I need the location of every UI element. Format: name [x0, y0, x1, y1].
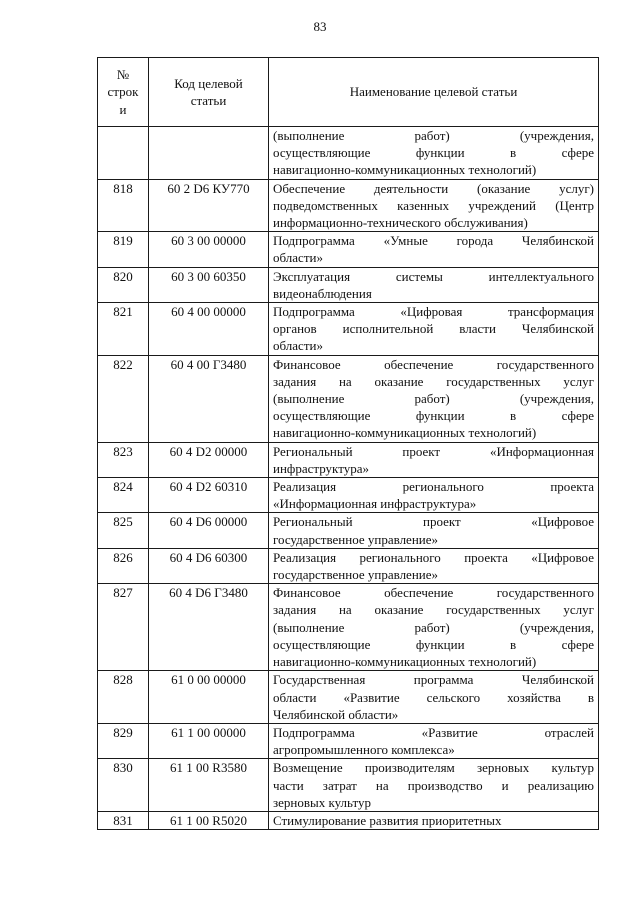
target-name-line: Государственная программа Челябинской — [273, 672, 594, 688]
target-code-cell: 61 1 00 R3580 — [149, 759, 269, 812]
target-name-line: подведомственных казенных учреждений (Центр — [273, 197, 594, 213]
target-name-cell — [269, 671, 599, 724]
table-row — [98, 548, 599, 583]
target-name-cell — [269, 232, 599, 267]
table-row — [98, 759, 599, 812]
page-number: 83 — [313, 19, 327, 34]
header-row-number-line-1: № — [116, 67, 130, 83]
target-name-cell — [269, 478, 599, 513]
table-row — [98, 584, 599, 671]
table-row — [98, 442, 599, 477]
row-number-cell: 822 — [98, 355, 149, 442]
target-name-line: агропромышленного комплекса» — [273, 742, 455, 758]
target-name-line: задания на оказание государственных услуг — [273, 602, 594, 618]
target-name-line: Подпрограмма «Цифровая трансформация — [273, 304, 594, 320]
target-name-line: области «Развитие сельского хозяйства в — [273, 689, 594, 705]
row-number-cell: 831 — [98, 811, 149, 829]
target-name-cell — [269, 303, 599, 356]
target-name-line: осуществляющие функции в сфере — [273, 636, 594, 652]
header-target-code-line-1: Код целевой — [174, 75, 243, 91]
target-name-line: (выполнение работ) (учреждения, — [273, 619, 594, 635]
target-name-cell — [269, 548, 599, 583]
target-code-cell: 60 4 D2 60310 — [149, 478, 269, 513]
target-code-cell: 60 3 00 00000 — [149, 232, 269, 267]
target-code-cell — [149, 127, 269, 180]
table-row — [98, 671, 599, 724]
target-name-line: навигационно-коммуникационных технологий) — [273, 425, 537, 441]
target-name-cell — [269, 442, 599, 477]
target-name-line: части затрат на производство и реализацию — [273, 777, 594, 793]
target-code-cell: 60 4 00 Г3480 — [149, 355, 269, 442]
target-code-cell: 60 4 D2 00000 — [149, 442, 269, 477]
target-name-cell — [269, 513, 599, 548]
target-name-line: инфраструктура» — [273, 460, 369, 476]
target-name-cell — [269, 811, 599, 829]
table-row — [98, 478, 599, 513]
target-name-line: (выполнение работ) (учреждения, — [273, 391, 594, 407]
table-row — [98, 355, 599, 442]
header-row-number-line-3: и — [119, 101, 127, 117]
target-name-line: «Информационная инфраструктура» — [273, 496, 477, 512]
row-number-cell: 821 — [98, 303, 149, 356]
target-name-line: Челябинской области» — [273, 706, 399, 722]
row-number-cell: 827 — [98, 584, 149, 671]
table-row — [98, 723, 599, 758]
target-code-cell: 60 3 00 60350 — [149, 267, 269, 302]
target-code-cell: 60 4 D6 00000 — [149, 513, 269, 548]
row-number-cell: 820 — [98, 267, 149, 302]
target-name-line: задания на оказание государственных услуг — [273, 373, 594, 389]
target-name-line: навигационно-коммуникационных технологий) — [273, 162, 537, 178]
target-name-line: информационно-технического обслуживания) — [273, 215, 528, 231]
target-code-cell: 60 2 D6 КУ770 — [149, 179, 269, 232]
table-row — [98, 513, 599, 548]
target-code-cell: 61 1 00 00000 — [149, 723, 269, 758]
row-number-cell: 825 — [98, 513, 149, 548]
header-row-number — [98, 58, 149, 127]
target-name-line: Финансовое обеспечение государственного — [273, 585, 594, 601]
table-row — [98, 127, 599, 180]
target-name-line: области» — [273, 338, 323, 354]
target-name-cell — [269, 723, 599, 758]
target-name-line: области» — [273, 250, 323, 266]
target-name-cell — [269, 179, 599, 232]
table-row — [98, 232, 599, 267]
target-code-cell: 61 0 00 00000 — [149, 671, 269, 724]
target-code-cell: 60 4 D6 Г3480 — [149, 584, 269, 671]
target-name-cell — [269, 127, 599, 180]
target-name-line: Возмещение производителям зерновых культур — [273, 760, 594, 776]
target-name-line: органов исполнительной власти Челябинской — [273, 321, 594, 337]
target-name-line: видеонаблюдения — [273, 285, 372, 301]
row-number-cell: 823 — [98, 442, 149, 477]
target-name-line: (выполнение работ) (учреждения, — [273, 128, 594, 143]
header-row-number-line-2: строк — [107, 84, 139, 100]
target-name-line: Реализация регионального проекта — [273, 479, 594, 495]
target-name-line: Подпрограмма «Умные города Челябинской — [273, 233, 594, 249]
target-name-cell — [269, 759, 599, 812]
table-body — [98, 127, 599, 830]
target-articles-table — [97, 57, 599, 830]
row-number-cell: 828 — [98, 671, 149, 724]
target-name-line: Финансовое обеспечение государственного — [273, 356, 594, 372]
row-number-cell: 826 — [98, 548, 149, 583]
table-row — [98, 811, 599, 829]
target-name-cell — [269, 355, 599, 442]
target-name-line: осуществляющие функции в сфере — [273, 145, 594, 161]
target-name-line: зерновых культур — [273, 794, 371, 810]
target-name-line: навигационно-коммуникационных технологий) — [273, 654, 537, 670]
row-number-cell: 829 — [98, 723, 149, 758]
target-code-cell: 61 1 00 R5020 — [149, 811, 269, 829]
target-name-line: государственное управление» — [273, 531, 439, 547]
target-name-line: Реализация регионального проекта «Цифровое — [273, 549, 594, 565]
target-name-line: Обеспечение деятельности (оказание услуг) — [273, 180, 594, 196]
row-number-cell — [98, 127, 149, 180]
target-name-cell — [269, 584, 599, 671]
target-name-line: Эксплуатация системы интеллектуального — [273, 268, 594, 284]
table-header-row — [98, 58, 599, 127]
target-name-line: осуществляющие функции в сфере — [273, 408, 594, 424]
header-target-name: Наименование целевой статьи — [269, 58, 599, 127]
table-row — [98, 303, 599, 356]
target-name-line: Подпрограмма «Развитие отраслей — [273, 724, 594, 740]
table-row — [98, 267, 599, 302]
target-name-line: Региональный проект «Цифровое — [273, 514, 594, 530]
header-target-code — [149, 58, 269, 127]
row-number-cell: 818 — [98, 179, 149, 232]
target-code-cell: 60 4 00 00000 — [149, 303, 269, 356]
target-code-cell: 60 4 D6 60300 — [149, 548, 269, 583]
target-name-line: Региональный проект «Информационная — [273, 443, 594, 459]
target-name-line: Стимулирование развития приоритетных — [273, 812, 502, 828]
row-number-cell: 819 — [98, 232, 149, 267]
row-number-cell: 830 — [98, 759, 149, 812]
target-name-line: государственное управление» — [273, 567, 439, 583]
header-target-code-line-2: статьи — [190, 93, 227, 108]
row-number-cell: 824 — [98, 478, 149, 513]
table-row — [98, 179, 599, 232]
target-name-cell — [269, 267, 599, 302]
